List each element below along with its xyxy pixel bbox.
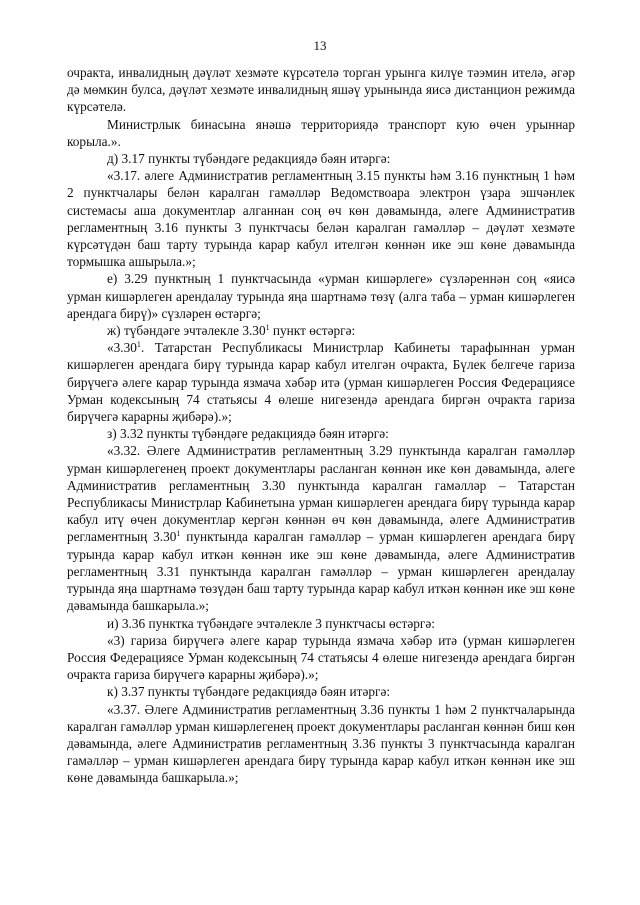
paragraph-text: «3.17. әлеге Административ регламентның 3.15 пункты һәм 3.16 пунктның 1 һәм 2 пунктчалары белән каралган гамәлләр Ведомствоара электрон үзара эшчәнлек системасы аша документлар алганнан соң өч көн дәвамында, әлеге Административ регламентның 3.16 пункты 3 пунктчасы белән каралган гамәлләр – дәүләт хезмәте күрсәтүдән баш тарту турында карар кабул ителгән көннән ике эш көне дәвамында тормышка ашырыла.»; xyxy=(67,168,575,270)
paragraph-p03 xyxy=(67,150,575,167)
paragraph-text: д) 3.17 пункты түбәндәге редакциядә бәян итәргә: xyxy=(107,151,391,167)
paragraph-text: и) 3.36 пунктка түбәндәге эчтәлекле 3 пунктчасы өстәргә: xyxy=(107,615,435,631)
paragraph-p07 xyxy=(67,339,575,425)
superscript: 1 xyxy=(136,340,141,350)
paragraph-p10 xyxy=(67,615,575,632)
paragraph-text: е) 3.29 пунктның 1 пунктчасында «урман кишәрлеге» сүзләреннән соң «яисә урман кишәрлеген арендалау турында яңа шартнамә төзү (алга таба – урман кишәрлеген арендага бирү)» сүзләрен өстәргә; xyxy=(67,271,575,321)
paragraph-p06 xyxy=(67,322,575,339)
paragraph-text: «3.32. Әлеге Административ регламентның 3.29 пунктында каралган гамәлләр урман кишәрлегенең проект документлары расланган көннән ике көн дәвамында, әлеге Административ регламентның 3.30 пунктында каралган гамәлләр – Татарстан Республикасы Министрлар Кабинетына урман кишәрлеген арендага бирү турында карар кабул итү өчен документлар кергән көннән өч көн дәвамында, әлеге Административ регламентның 3.30 xyxy=(67,443,575,545)
paragraph-p08 xyxy=(67,425,575,442)
superscript: 1 xyxy=(265,323,270,333)
paragraph-text: «3) гариза бирүчегә әлеге карар турында язмача хәбәр итә (урман кишәрлеген Россия Федерациясе Урман кодексының 74 статьясы 4 өлеше нигезендә арендага биргән очракта гариза бирүчегә карарны җибәрә).»; xyxy=(67,632,575,683)
paragraph-p04 xyxy=(67,167,575,270)
paragraph-p12 xyxy=(67,683,575,700)
document-body xyxy=(67,64,575,787)
paragraph-text: к) 3.37 пункты түбәндәге редакциядә бәян итәргә: xyxy=(107,684,391,700)
paragraph-p02 xyxy=(67,116,575,150)
paragraph-p05 xyxy=(67,270,575,322)
paragraph-text: «3.37. Әлеге Административ регламентның 3.36 пункты 1 һәм 2 пунктчаларында каралган гамәлләр урман кишәрлегенең проект документлары расланган көннән биш көн дәвамында, әлеге Административ регламентның 3.36 пункты 3 пунктчасында каралган гамәлләр – урман кишәрлеген арендага бирү турында карар кабул иткән көннән ике эш көне дәвамында башкарыла.»; xyxy=(67,701,575,786)
paragraph-text: з) 3.32 пункты түбәндәге редакциядә бәян итәргә: xyxy=(107,426,389,442)
paragraph-text: «3.30 xyxy=(107,340,137,356)
page-number: 13 xyxy=(313,38,327,53)
superscript: 1 xyxy=(176,529,181,539)
paragraph-p09 xyxy=(67,442,575,614)
paragraph-p13 xyxy=(67,701,575,787)
paragraph-p01 xyxy=(67,64,575,116)
paragraph-text: пункт өстәргә: xyxy=(269,323,356,339)
paragraph-text: . Татарстан Республикасы Министрлар Кабинеты тарафыннан урман кишәрлеген арендага бирү турында карар кабул ителгән очракта, Бүлек белгече гариза бирүчегә әлеге карар турында язмача хәбәр итә (урман кишәрлеген Россия Федерациясе Урман кодексының 74 статьясы 4 өлеше нигезендә арендага биргән очракта гариза бирүчегә карарны җибәрә).»; xyxy=(67,340,575,425)
paragraph-text: пунктында каралган гамәлләр – урман кишәрлеген арендага бирү турында карар кабул иткән көннән ике эш көне дәвамында, әлеге Административ регламентның 3.31 пунктында каралган гамәлләр – урман кишәрлеген арендалау турында яңа шартнамә төзүдән баш тарту турында карар кабул иткән көннән ике эш көне дәвамында башкарыла.»; xyxy=(67,529,575,614)
paragraph-text: Министрлык бинасына янәшә территориядә транспорт кую өчен урыннар корыла.». xyxy=(67,116,575,149)
paragraph-p11 xyxy=(67,632,575,684)
paragraph-text: очракта, инвалидның дәүләт хезмәте күрсәтелә торган урынга килүе тәэмин ителә, әгәр дә мөмкин булса, дәүләт хезмәте инвалидның яшәү урынында яисә дистанцион режимда күрсәтелә. xyxy=(67,65,575,115)
paragraph-text: ж) түбәндәге эчтәлекле 3.30 xyxy=(107,323,266,339)
